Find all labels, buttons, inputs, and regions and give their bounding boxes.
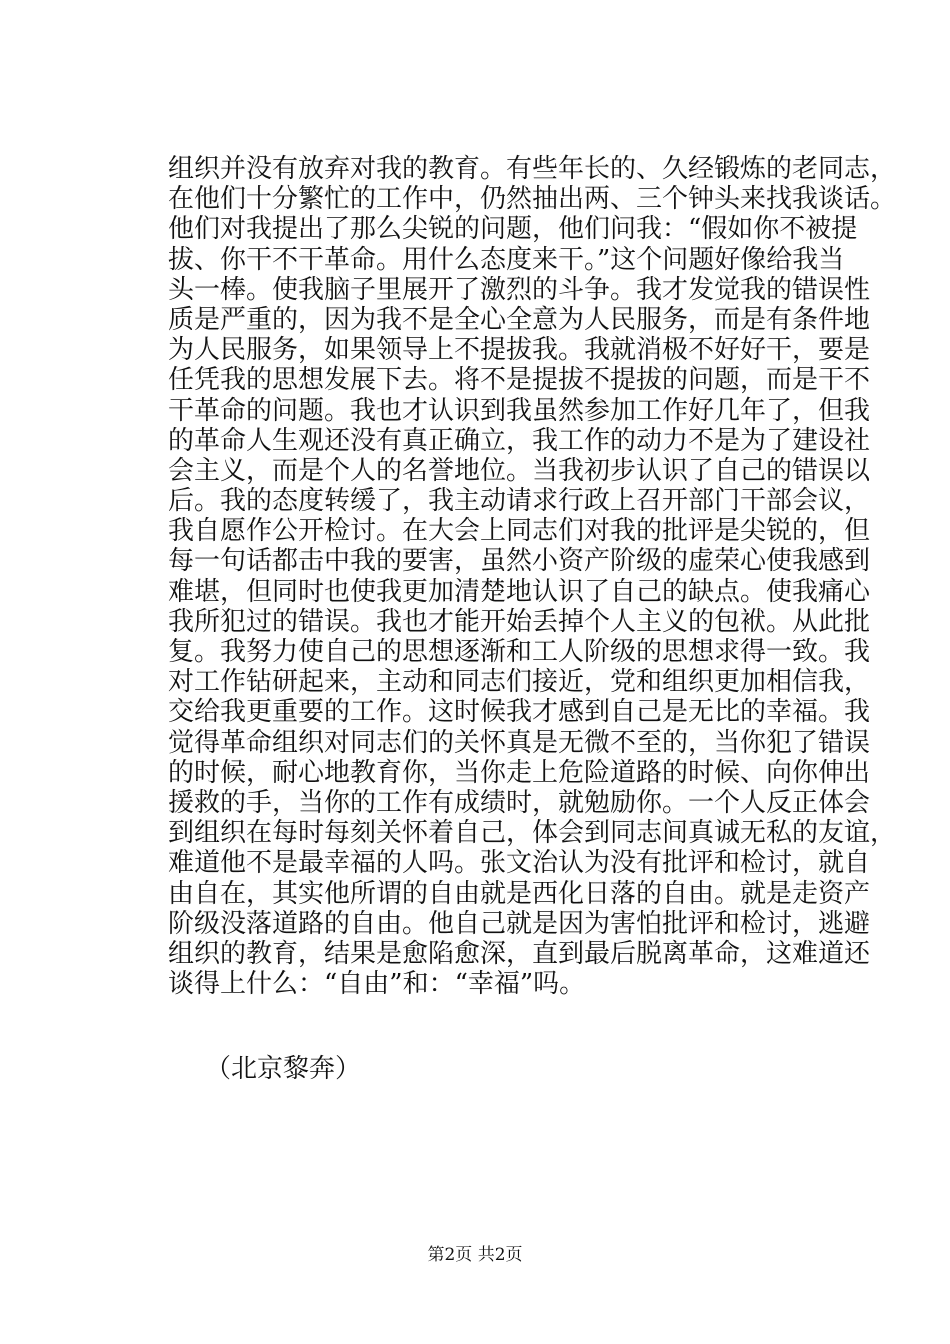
text-line: 干革命的问题。我也才认识到我虽然参加工作好几年了，但我 (168, 395, 871, 426)
text-line: 觉得革命组织对同志们的关怀真是无微不至的，当你犯了错误 (168, 727, 871, 758)
text-line: 他们对我提出了那么尖锐的问题，他们问我：“假如你不被提 (168, 214, 858, 245)
text-line: 交给我更重要的工作。这时候我才感到自己是无比的幸福。我 (168, 697, 871, 728)
text-line: 的时候，耐心地教育你，当你走上危险道路的时候、向你伸出 (168, 757, 871, 788)
text-line: 后。我的态度转缓了，我主动请求行政上召开部门干部会议， (168, 486, 871, 517)
page-footer: 第2页 共2页 (427, 1245, 523, 1265)
text-line: 任凭我的思想发展下去。将不是提拔不提拔的问题，而是干不 (168, 365, 871, 396)
text-line: 拔、你干不干革命。用什么态度来干。”这个问题好像给我当 (168, 244, 845, 275)
text-line: 组织并没有放弃对我的教育。有些年长的、久经锻炼的老同志， (168, 154, 897, 184)
text-line: 复。我努力使自己的思想逐渐和工人阶级的思想求得一致。我 (168, 637, 871, 667)
text-line: 谈得上什么：“自由”和：“幸福”吗。 (168, 969, 586, 1000)
text-line: 的革命人生观还没有真正确立，我工作的动力不是为了建设社 (168, 425, 871, 456)
text-line: 为人民服务，如果领导上不提拔我。我就消极不好好干，要是 (168, 335, 871, 366)
text-line: 组织的教育，结果是愈陷愈深，直到最后脱离革命，这难道还 (168, 938, 871, 969)
text-line: 头一棒。使我脑子里展开了激烈的斗争。我才发觉我的错误性 (168, 274, 871, 305)
text-line: 援救的手，当你的工作有成绩时，就勉励你。一个人反正体会 (168, 787, 871, 818)
author-byline: （北京黎奔） (205, 1054, 362, 1084)
text-line: 难道他不是最幸福的人吗。张文治认为没有批评和检讨，就自 (168, 848, 871, 879)
text-line: 我所犯过的错误。我也才能开始丢掉个人主义的包袱。从此批 (168, 606, 871, 637)
text-line: 我自愿作公开检讨。在大会上同志们对我的批评是尖锐的，但 (168, 516, 871, 547)
body-paragraph (168, 154, 897, 1000)
text-line: 每一句话都击中我的要害，虽然小资产阶级的虚荣心使我感到 (168, 546, 871, 577)
text-line: 难堪，但同时也使我更加清楚地认识了自己的缺点。使我痛心 (168, 576, 871, 607)
text-line: 到组织在每时每刻关怀着自己，体会到同志间真诚无私的友谊， (168, 818, 897, 849)
text-line: 质是严重的，因为我不是全心全意为人民服务，而是有条件地 (168, 304, 871, 335)
text-line: 对工作钻研起来，主动和同志们接近，党和组织更加相信我， (168, 667, 871, 698)
text-line: 会主义，而是个人的名誉地位。当我初步认识了自己的错误以 (168, 455, 871, 486)
text-line: 阶级没落道路的自由。他自己就是因为害怕批评和检讨，逃避 (168, 908, 871, 939)
text-line: 由自在，其实他所谓的自由就是西化日落的自由。就是走资产 (168, 878, 871, 909)
text-line: 在他们十分繁忙的工作中，仍然抽出两、三个钟头来找我谈话。 (168, 184, 897, 215)
